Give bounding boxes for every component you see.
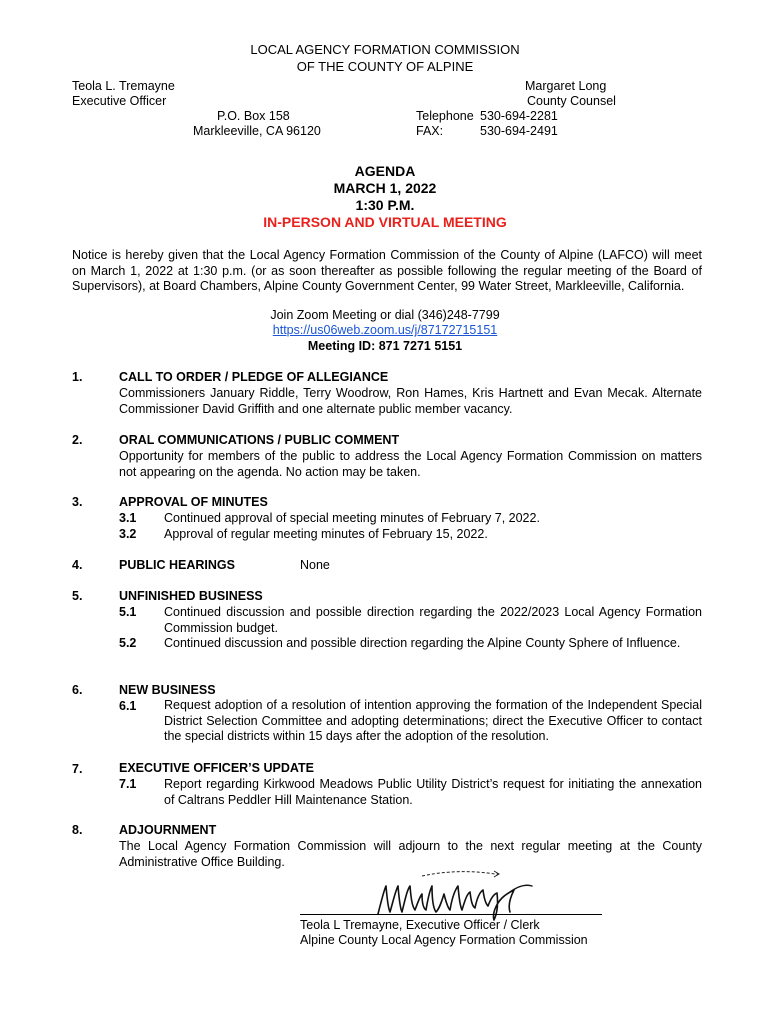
zoom-join-text: Join Zoom Meeting or dial (346)248-7799 [270,308,500,322]
zoom-meeting-id: Meeting ID: 871 7271 5151 [307,339,463,353]
item-3-2-text: Approval of regular meeting minutes of February 15, 2022. [164,527,488,541]
item-2-body: Opportunity for members of the public to address the Local Agency Formation Commission on matters not appearing on the agenda. No action may be taken. [119,449,702,479]
executive-officer-name: Teola L. Tremayne [72,79,175,93]
signature-organization: Alpine County Local Agency Formation Commission [300,933,588,947]
telephone-label: Telephone [416,109,474,123]
zoom-link-wrapper [0,323,770,339]
item-3-2-number: 3.2 [119,527,137,541]
signature-name: Teola L Tremayne, Executive Officer / Clerk [300,918,540,932]
item-1-body: Commissioners January Riddle, Terry Woodrow, Ron Hames, Kris Hartnett and Evan Mecak. Alternate Commissioner David Griffith and one alternate public member vacancy. [119,386,702,416]
item-5-1-text: Continued discussion and possible direction regarding the 2022/2023 Local Agency Formation Commission budget. [164,605,702,635]
item-2-title: ORAL COMMUNICATIONS / PUBLIC COMMENT [119,433,400,447]
fax-value: 530-694-2491 [480,124,558,138]
item-6-1-text: Request adoption of a resolution of intention approving the formation of the Independent Special District Selection Committee and adopting determinations; direct the Executive Officer to contact the special districts within 15 days after the adoption of the resolution. [164,698,702,744]
item-1-title: CALL TO ORDER / PLEDGE OF ALLEGIANCE [119,370,389,384]
item-6-1-number: 6.1 [119,699,137,713]
agenda-title: AGENDA [354,163,416,179]
item-7-number: 7. [72,762,83,776]
signature-line [300,914,602,915]
item-5-title: UNFINISHED BUSINESS [119,589,263,603]
executive-officer-title: Executive Officer [72,94,167,108]
agenda-date: MARCH 1, 2022 [333,180,437,196]
zoom-meeting-link[interactable]: https://us06web.zoom.us/j/87172715151 [272,323,498,337]
org-title-line2: OF THE COUNTY OF ALPINE [296,59,474,74]
fax-label: FAX: [416,124,444,138]
item-6-number: 6. [72,683,83,697]
item-5-1-number: 5.1 [119,605,137,619]
city-address: Markleeville, CA 96120 [193,124,321,138]
item-7-1-number: 7.1 [119,777,137,791]
po-box: P.O. Box 158 [217,109,290,123]
meeting-type: IN-PERSON AND VIRTUAL MEETING [263,214,507,230]
item-1-number: 1. [72,370,83,384]
item-3-number: 3. [72,495,83,509]
org-title-line1: LOCAL AGENCY FORMATION COMMISSION [250,42,520,57]
item-6-title: NEW BUSINESS [119,683,216,697]
item-8-body: The Local Agency Formation Commission will adjourn to the next regular meeting at the County Administrative Office Building. [119,839,702,869]
county-counsel-name: Margaret Long [525,79,607,93]
item-5-2-number: 5.2 [119,636,137,650]
county-counsel-title: County Counsel [527,94,616,108]
item-4-number: 4. [72,558,83,572]
item-4-title: PUBLIC HEARINGS [119,558,235,572]
item-3-1-number: 3.1 [119,511,137,525]
notice-paragraph: Notice is hereby given that the Local Agency Formation Commission of the County of Alpine (LAFCO) will meet on March 1, 2022 at 1:30 p.m. (or as soon thereafter as possible following the regular meeting of the Board of Supervisors), at Board Chambers, Alpine County Government Center, 99 Water Street, Markleeville, California. [72,248,702,294]
item-7-1-text: Report regarding Kirkwood Meadows Public Utility District’s request for initiating the annexation of Caltrans Peddler Hill Maintenance Station. [164,777,702,807]
item-8-number: 8. [72,823,83,837]
item-2-number: 2. [72,433,83,447]
telephone-value: 530-694-2281 [480,109,558,123]
item-7-title: EXECUTIVE OFFICER’S UPDATE [119,761,314,775]
item-4-value: None [300,558,330,572]
item-8-title: ADJOURNMENT [119,823,217,837]
item-3-1-text: Continued approval of special meeting minutes of February 7, 2022. [164,511,540,525]
item-5-number: 5. [72,589,83,603]
agenda-time: 1:30 P.M. [355,197,415,213]
item-5-2-text: Continued discussion and possible direction regarding the Alpine County Sphere of Influence. [164,636,681,650]
item-3-title: APPROVAL OF MINUTES [119,495,268,509]
